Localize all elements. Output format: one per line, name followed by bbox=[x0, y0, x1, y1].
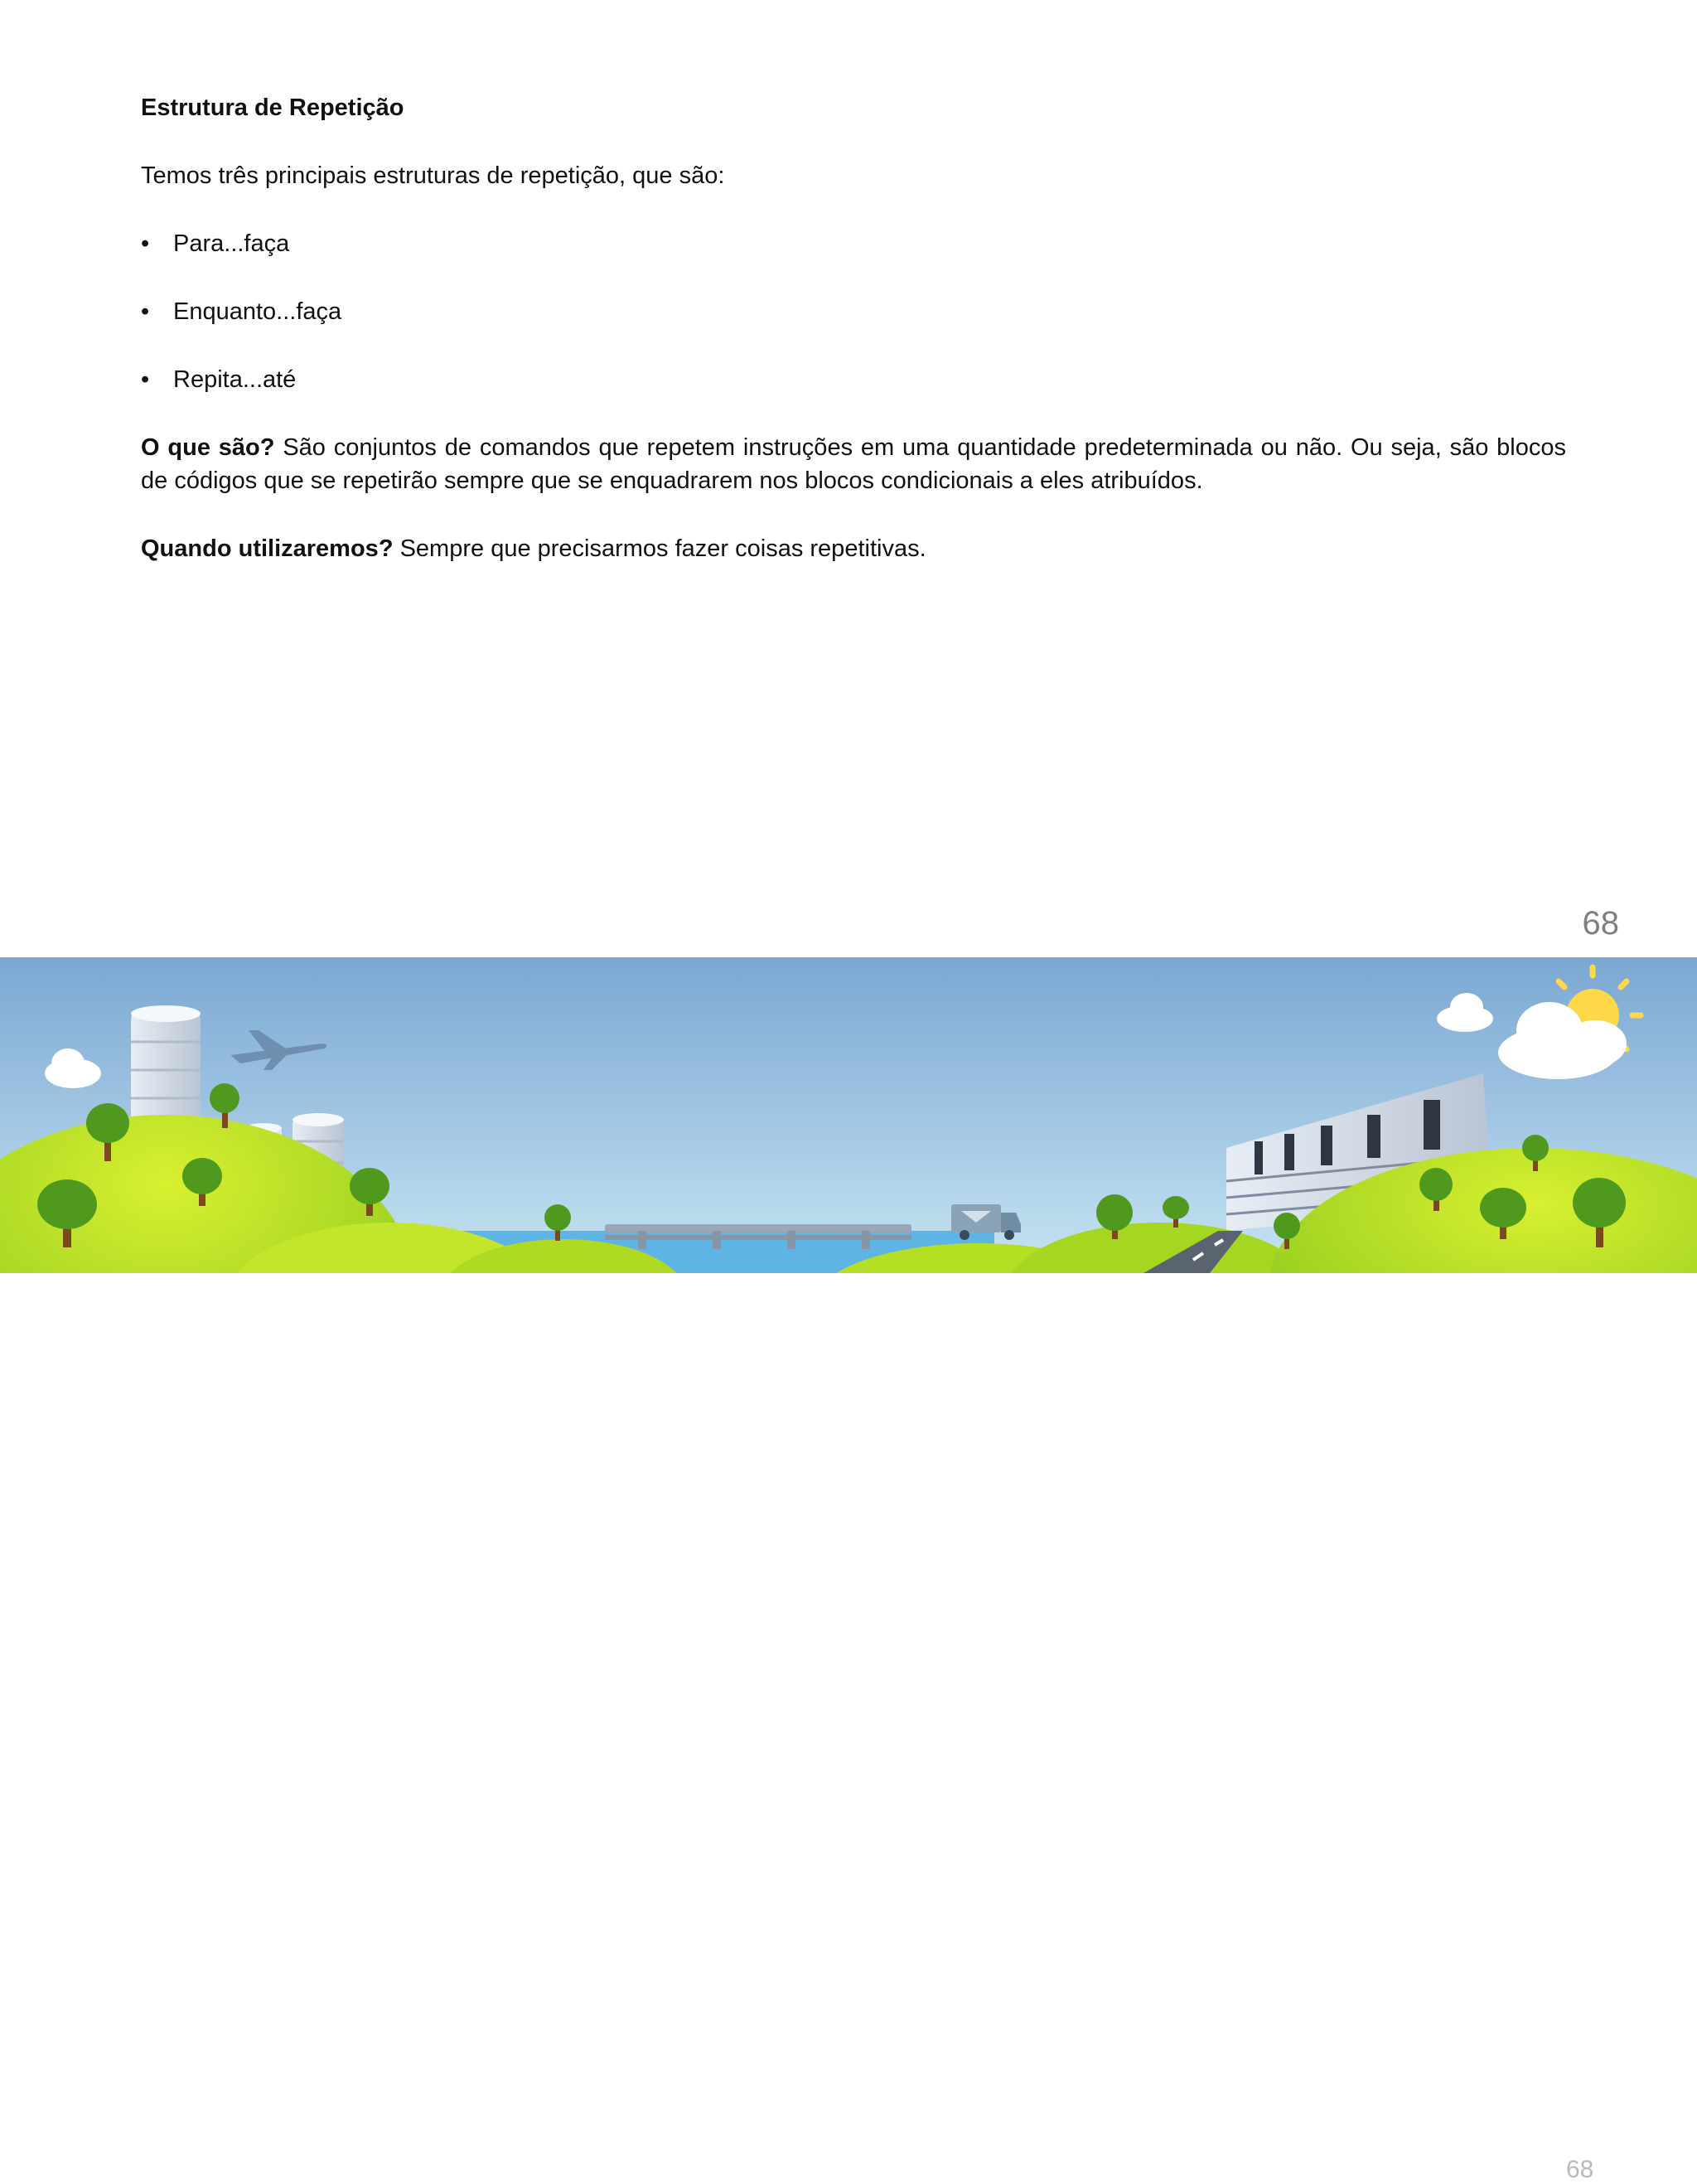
banner-page-number: 68 bbox=[1566, 2156, 1594, 2183]
slide-title: Estrutura de Repetição bbox=[141, 94, 404, 121]
definition-label: O que são? bbox=[141, 434, 275, 461]
bullet-text: Repita...até bbox=[173, 366, 297, 393]
bullet-icon: • bbox=[141, 298, 150, 325]
bullet-item bbox=[141, 227, 1566, 260]
bullet-item bbox=[141, 295, 1566, 328]
usage-text: Sempre que precisarmos fazer coisas repetitivas. bbox=[393, 535, 926, 562]
landscape-illustration bbox=[0, 957, 1697, 1273]
footer-banner bbox=[0, 957, 1697, 2183]
usage-paragraph bbox=[141, 532, 1566, 565]
bullet-icon: • bbox=[141, 366, 150, 393]
slide-body bbox=[141, 91, 1566, 600]
bullet-item bbox=[141, 363, 1566, 396]
bullet-text: Para...faça bbox=[173, 230, 290, 257]
usage-label: Quando utilizaremos? bbox=[141, 535, 394, 562]
bullet-icon: • bbox=[141, 230, 150, 257]
bullet-list bbox=[141, 227, 1566, 396]
bullet-text: Enquanto...faça bbox=[173, 298, 342, 325]
intro-text: Temos três principais estruturas de repetição, que são: bbox=[141, 162, 725, 189]
definition-text: São conjuntos de comandos que repetem instruções em uma quantidade predeterminada ou não. Ou seja, são blocos de códigos que se repetirão sempre que se enquadrarem nos blocos condicionais a eles atribuídos. bbox=[141, 434, 1567, 494]
definition-paragraph bbox=[141, 431, 1566, 497]
page-number: 68 bbox=[1582, 905, 1619, 942]
